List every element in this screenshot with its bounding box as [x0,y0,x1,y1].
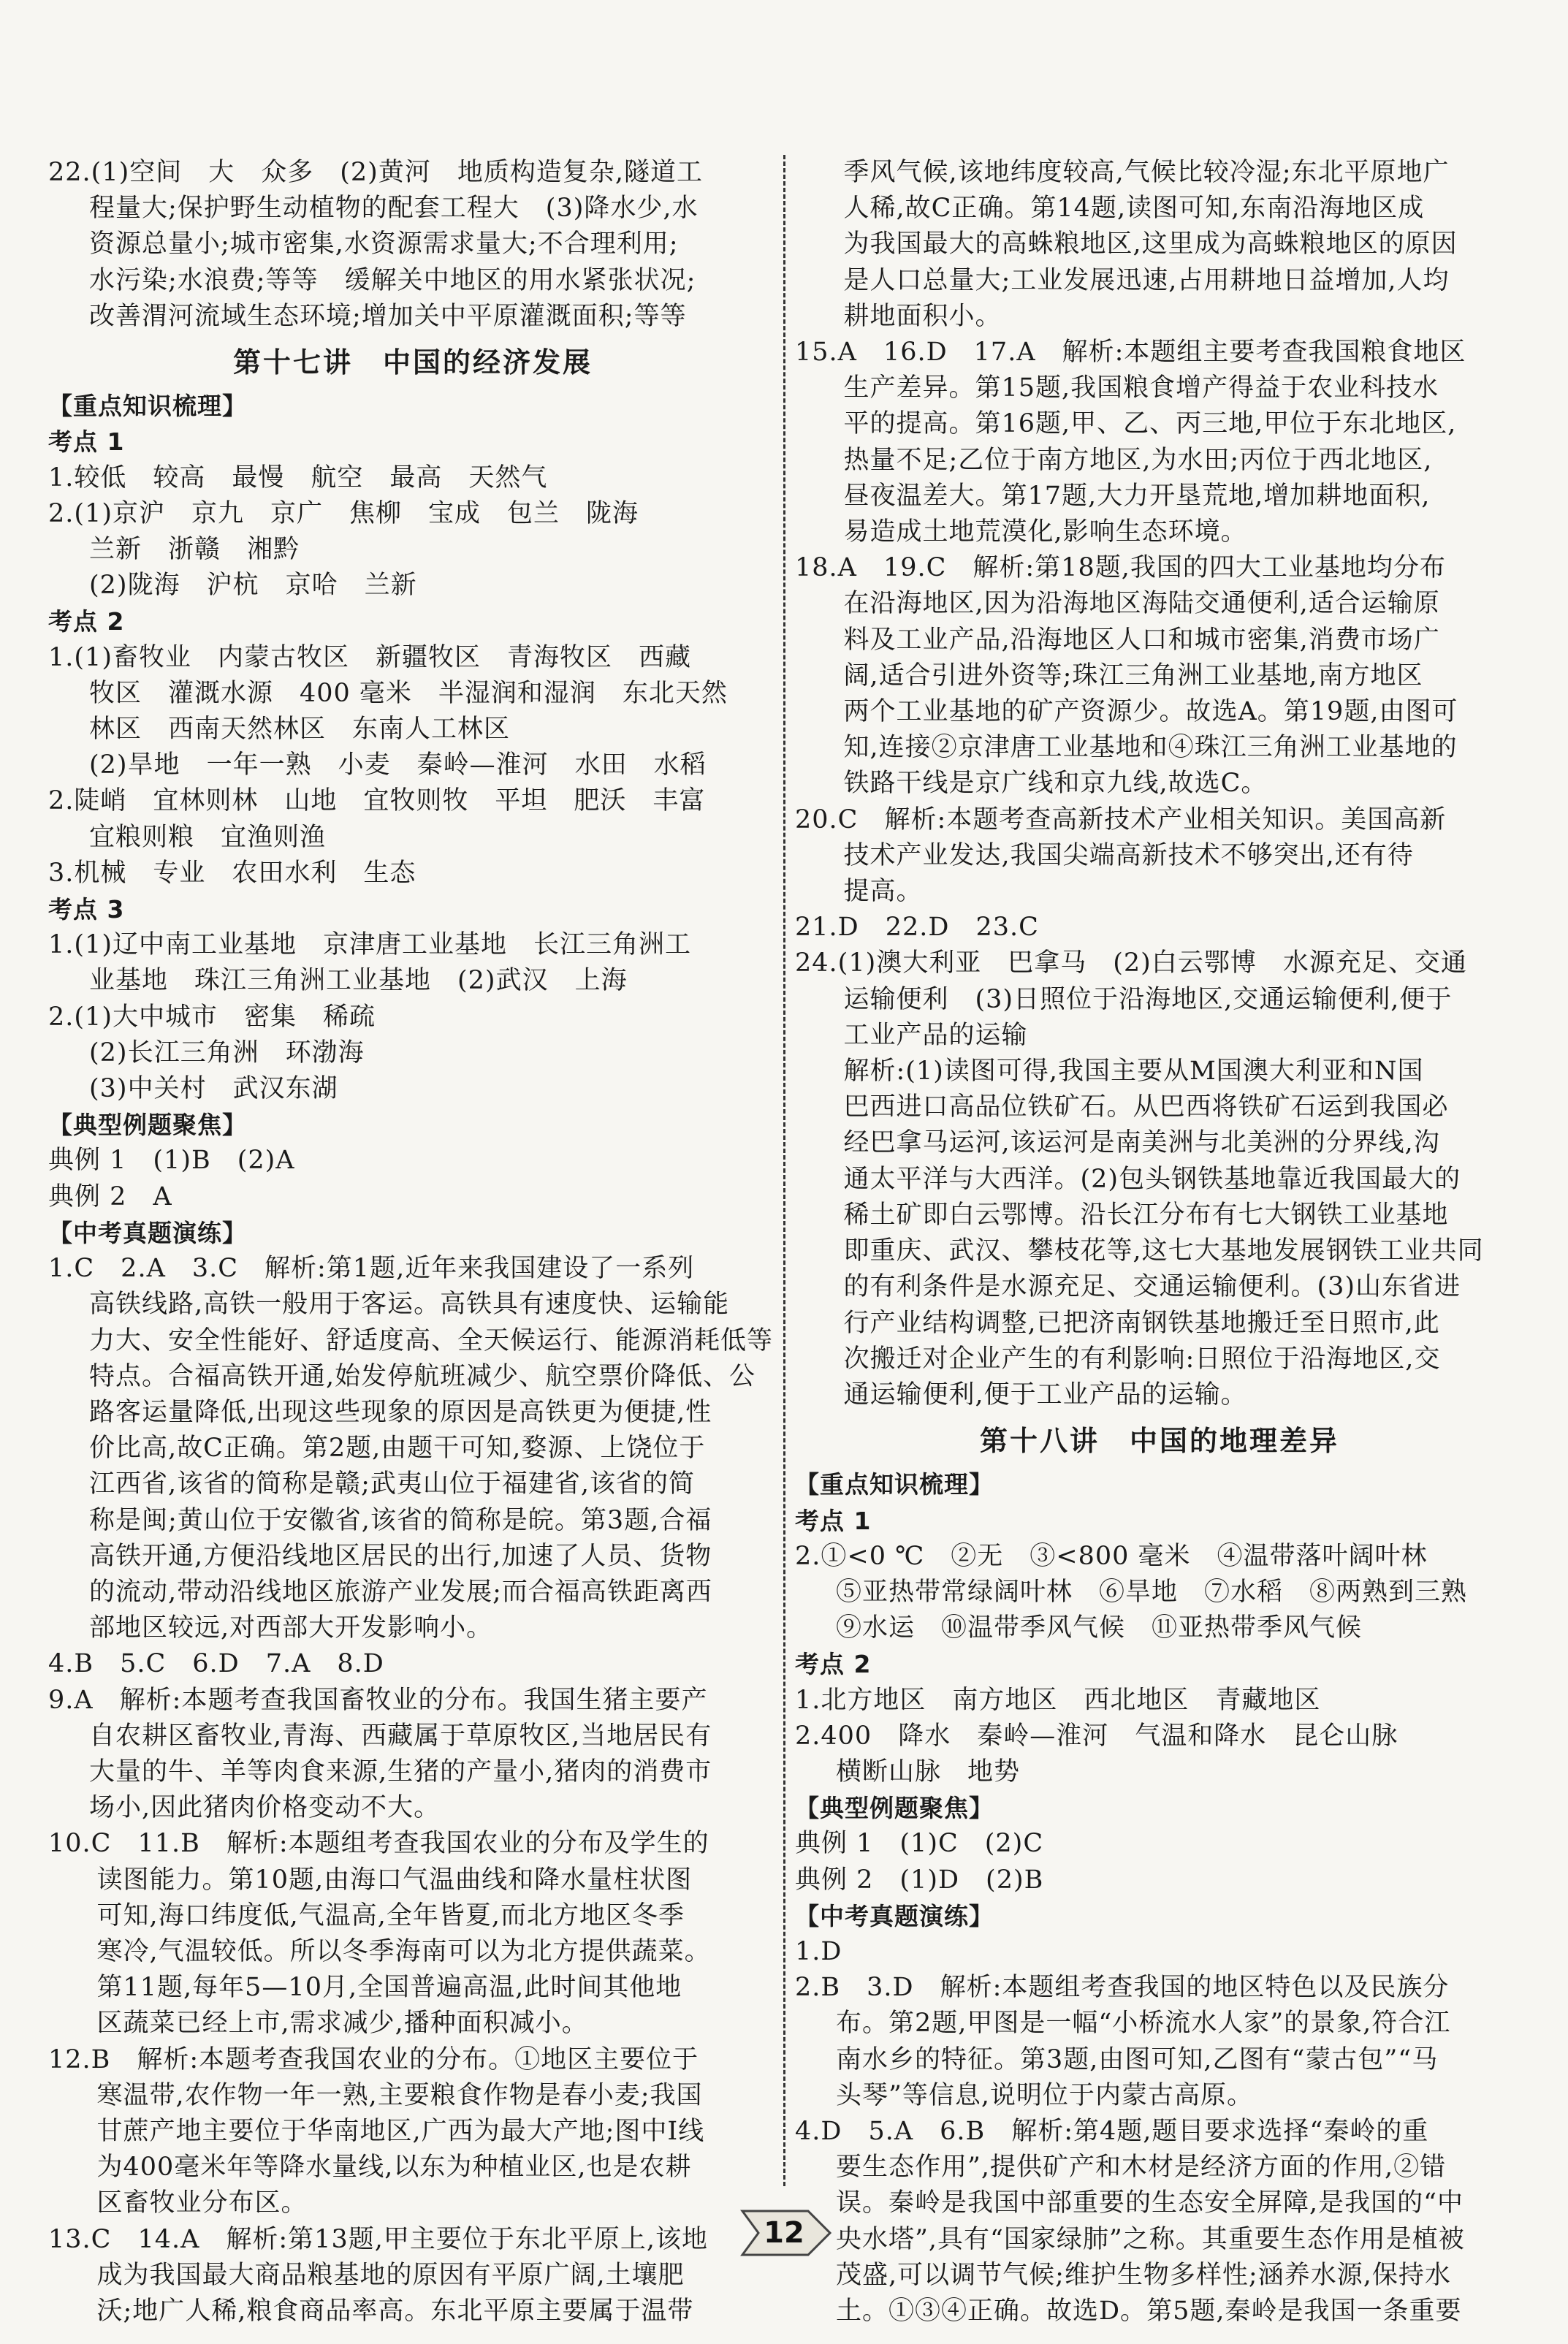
text-line: 场小,因此猪肉价格变动不大。 [89,1793,441,1823]
subsection-label: 【中考真题演练】 [48,1218,247,1247]
text-line: 通太平洋与大西洋。(2)包头钢铁基地靠近我国最大的 [843,1164,1461,1194]
text-line: 土。①③④正确。故选D。第5题,秦岭是我国一条重要 [836,2296,1462,2326]
text-line: 典例 1 (1)C (2)C [795,1829,1044,1859]
text-line: 4.D 5.A 6.B 解析:第4题,题目要求选择“秦岭的重 [795,2116,1429,2146]
section-heading: 第十七讲 中国的经济发展 [232,346,593,379]
text-line: 1.较低 较高 最慢 航空 最高 天然气 [48,463,548,492]
text-line: 的有利条件是水源充足、交通运输便利。(3)山东省进 [843,1272,1461,1302]
subsection-label: 【重点知识梳理】 [795,1470,994,1499]
text-line: 自农耕区畜牧业,青海、西藏属于草原牧区,当地居民有 [89,1721,712,1751]
text-line: 即重庆、武汉、攀枝花等,这七大基地发展钢铁工业共同 [843,1236,1484,1266]
text-line: 解析:(1)读图可得,我国主要从M国澳大利亚和N国 [843,1057,1424,1087]
text-line: 铁路干线是京广线和京九线,故选C。 [843,769,1268,799]
text-line: 热量不足;乙位于南方地区,为水田;丙位于西北地区, [843,445,1433,475]
text-line: 提高。 [843,877,923,907]
text-line: 成为我国最大商品粮基地的原因有平原广阔,土壤肥 [96,2260,685,2290]
text-line: 工业产品的运输 [843,1020,1028,1050]
text-line: 通运输便利,便于工业产品的运输。 [843,1380,1247,1409]
text-line: 10.C 11.B 解析:本题组考查我国农业的分布及学生的 [48,1829,709,1859]
text-line: 可知,海口纬度低,气温高,全年皆夏,而北方地区冬季 [96,1900,685,1930]
subsection-label: 【典型例题聚焦】 [795,1794,994,1823]
text-line: 江西省,该省的简称是赣;武夷山位于福建省,该省的简 [89,1469,696,1499]
text-line: 程量大;保护野生动植物的配套工程大 (3)降水少,水 [89,194,699,224]
text-line: 9.A 解析:本题考查我国畜牧业的分布。我国生猪主要产 [48,1685,708,1715]
text-line: 误。秦岭是我国中部重要的生态安全屏障,是我国的“中 [836,2188,1464,2218]
text-line: 寒温带,农作物一年一熟,主要粮食作物是春小麦;我国 [96,2080,703,2110]
kaodian-label: 考点 1 [48,427,125,457]
text-line: 高铁开通,方便沿线地区居民的出行,加速了人员、货物 [89,1541,712,1571]
text-line: 央水塔”,具有“国家绿肺”之称。其重要生态作用是植被 [836,2224,1465,2254]
text-line: 水污染;水浪费;等等 缓解关中地区的用水紧张状况; [89,265,696,295]
column-divider [783,155,785,2186]
text-line: 在沿海地区,因为沿海地区海陆交通便利,适合运输原 [843,589,1440,619]
text-line: 牧区 灌溉水源 400 毫米 半湿润和湿润 东北天然 [89,678,728,708]
text-line: 沃;地广人稀,粮食商品率高。东北平原主要属于温带 [96,2296,694,2326]
text-line: 12.B 解析:本题考查我国农业的分布。①地区主要位于 [48,2044,699,2074]
text-line: 力大、安全性能好、舒适度高、全天候运行、能源消耗低等 [89,1325,774,1355]
kaodian-label: 考点 1 [795,1506,872,1535]
text-line: 阔,适合引进外资等;珠江三角洲工业基地,南方地区 [843,661,1423,690]
text-line: 15.A 16.D 17.A 解析:本题组主要考查我国粮食地区 [795,338,1466,368]
text-line: 1.D [795,1936,842,1966]
text-line: 是人口总量大;工业发展迅速,占用耕地日益增加,人均 [843,265,1450,295]
text-line: 18.A 19.C 解析:第18题,我国的四大工业基地均分布 [795,553,1446,583]
text-line: 21.D 22.D 23.C [795,913,1039,943]
text-line: 宜粮则粮 宜渔则渔 [89,822,327,852]
text-line: (2)旱地 一年一熟 小麦 秦岭—淮河 水田 水稻 [89,750,707,780]
text-line: 24.(1)澳大利亚 巴拿马 (2)白云鄂博 水源充足、交通 [795,948,1467,978]
text-line: 料及工业产品,沿海地区人口和城市密集,消费市场广 [843,625,1440,655]
text-line: 1.(1)畜牧业 内蒙古牧区 新疆牧区 青海牧区 西藏 [48,642,691,672]
text-line: 1.北方地区 南方地区 西北地区 青藏地区 [795,1685,1321,1715]
text-line: 技术产业发达,我国尖端高新技术不够突出,还有待 [843,840,1414,870]
text-line: 人稀,故C正确。第14题,读图可知,东南沿海地区成 [843,194,1425,224]
text-line: 读图能力。第10题,由海口气温曲线和降水量柱状图 [96,1865,693,1895]
text-line: 称是闽;黄山位于安徽省,该省的简称是皖。第3题,合福 [89,1505,712,1535]
text-line: 兰新 浙赣 湘黔 [89,535,300,565]
text-line: 为我国最大的高蛛粮地区,这里成为高蛛粮地区的原因 [843,229,1458,259]
text-line: ⑨水运 ⑩温带季风气候 ⑪亚热带季风气候 [836,1613,1363,1643]
text-line: 改善渭河流域生态环境;增加关中平原灌溉面积;等等 [89,301,687,331]
page-number: 12 [764,2216,804,2250]
text-line: 平的提高。第16题,甲、乙、丙三地,甲位于东北地区, [843,409,1457,439]
text-line: 典例 2 (1)D (2)B [795,1865,1044,1895]
kaodian-label: 考点 2 [795,1650,872,1679]
section-heading: 第十八讲 中国的地理差异 [979,1425,1339,1458]
text-line: 昼夜温差大。第17题,大力开垦荒地,增加耕地面积, [843,481,1431,511]
text-line: 茂盛,可以调节气候;维护生物多样性;涵养水源,保持水 [836,2260,1451,2290]
page-footer [0,2205,1568,2261]
text-line: 季风气候,该地纬度较高,气候比较冷湿;东北平原地广 [843,158,1450,187]
text-line: 1.(1)辽中南工业基地 京津唐工业基地 长江三角洲工 [48,930,691,960]
text-line: 路客运量降低,出现这些现象的原因是高铁更为便捷,性 [89,1397,712,1427]
text-line: 运输便利 (3)日照位于沿海地区,交通运输便利,便于 [843,984,1453,1014]
text-line: (2)长江三角洲 环渤海 [89,1038,365,1068]
text-line: 价比高,故C正确。第2题,由题干可知,婺源、上饶位于 [89,1434,706,1464]
text-line: 22.(1)空间 大 众多 (2)黄河 地质构造复杂,隧道工 [48,158,703,187]
kaodian-label: 考点 2 [48,607,125,636]
text-line: 的流动,带动沿线地区旅游产业发展;而合福高铁距离西 [89,1577,712,1607]
text-line: 头琴”等信息,说明位于内蒙古高原。 [836,2080,1254,2110]
text-line: 典例 2 A [48,1181,172,1211]
text-line: 甘蔗产地主要位于华南地区,广西为最大产地;图中Ⅰ线 [96,2116,705,2146]
text-line: 要生态作用”,提供矿产和木材是经济方面的作用,②错 [836,2153,1447,2183]
text-line: 布。第2题,甲图是一幅“小桥流水人家”的景象,符合江 [836,2009,1451,2039]
text-line: 部地区较远,对西部大开发影响小。 [89,1613,493,1643]
text-line: 2.①<0 ℃ ②无 ③<800 毫米 ④温带落叶阔叶林 [795,1541,1428,1571]
text-line: 耕地面积小。 [843,301,1002,331]
text-line: 经巴拿马运河,该运河是南美洲与北美洲的分界线,沟 [843,1128,1440,1158]
text-line: 2.400 降水 秦岭—淮河 气温和降水 昆仑山脉 [795,1721,1398,1751]
right-column [795,155,1524,2329]
text-line: (3)中关村 武汉东湖 [89,1074,338,1104]
text-line: 13.C 14.A 解析:第13题,甲主要位于东北平原上,该地 [48,2224,708,2254]
text-line: 横断山脉 地势 [836,1757,1021,1786]
subsection-label: 【典型例题聚焦】 [48,1111,247,1140]
text-line: 资源总量小;城市密集,水资源需求量大;不合理利用; [89,229,679,259]
text-line: 3.机械 专业 农田水利 生态 [48,858,416,888]
text-line: 特点。合福高铁开通,始发停航班减少、航空票价降低、公 [89,1361,756,1391]
text-line: 林区 西南天然林区 东南人工林区 [89,715,511,745]
kaodian-label: 考点 3 [48,895,125,924]
text-line: 次搬迁对企业产生的有利影响:日照位于沿海地区,交 [843,1344,1441,1374]
text-line: 巴西进口高品位铁矿石。从巴西将铁矿石运到我国必 [843,1092,1449,1122]
subsection-label: 【中考真题演练】 [795,1901,994,1930]
text-line: 高铁线路,高铁一般用于客运。高铁具有速度快、运输能 [89,1290,730,1320]
text-line: 知,连接②京津唐工业基地和④珠江三角洲工业基地的 [843,733,1458,763]
text-line: 第11题,每年5—10月,全国普遍高温,此时间其他地 [96,1973,682,2003]
text-line: 易造成土地荒漠化,影响生态环境。 [843,517,1247,547]
text-line: 1.C 2.A 3.C 解析:第1题,近年来我国建设了一系列 [48,1254,695,1284]
text-line: 2.陡峭 宜林则林 山地 宜牧则牧 平坦 肥沃 丰富 [48,786,706,816]
text-line: 为400毫米年等降水量线,以东为种植业区,也是农耕 [96,2153,692,2183]
page-number-badge [729,2205,839,2261]
text-line: 2.B 3.D 解析:本题组考查我国的地区特色以及民族分 [795,1973,1450,2003]
text-line: ⑤亚热带常绿阔叶林 ⑥旱地 ⑦水稻 ⑧两熟到三熟 [836,1577,1468,1607]
text-line: 两个工业基地的矿产资源少。故选A。第19题,由图可 [843,697,1458,727]
left-column [48,155,777,2329]
text-line: 典例 1 (1)B (2)A [48,1146,295,1176]
text-line: 稀土矿即白云鄂博。沿长江分布有七大钢铁工业基地 [843,1200,1449,1230]
text-line: 4.B 5.C 6.D 7.A 8.D [48,1649,384,1679]
subsection-label: 【重点知识梳理】 [48,392,247,421]
text-line: 区蔬菜已经上市,需求减少,播种面积减小。 [96,2009,588,2039]
text-line: 2.(1)大中城市 密集 稀疏 [48,1002,376,1032]
text-line: 大量的牛、羊等肉食来源,生猪的产量小,猪肉的消费市 [89,1757,712,1786]
text-line: 业基地 珠江三角洲工业基地 (2)武汉 上海 [89,966,628,996]
text-line: 20.C 解析:本题考查高新技术产业相关知识。美国高新 [795,804,1447,834]
text-line: 寒冷,气温较低。所以冬季海南可以为北方提供蔬菜。 [96,1936,711,1966]
text-line: 区畜牧业分布区。 [96,2188,308,2218]
text-line: 行产业结构调整,已把济南钢铁基地搬迁至日照市,此 [843,1308,1440,1338]
text-line: 生产差异。第15题,我国粮食增产得益于农业科技水 [843,373,1439,403]
text-line: 南水乡的特征。第3题,由图可知,乙图有“蒙古包”“马 [836,2044,1439,2074]
text-line: (2)陇海 沪杭 京哈 兰新 [89,571,417,601]
text-line: 2.(1)京沪 京九 京广 焦柳 宝成 包兰 陇海 [48,498,639,528]
